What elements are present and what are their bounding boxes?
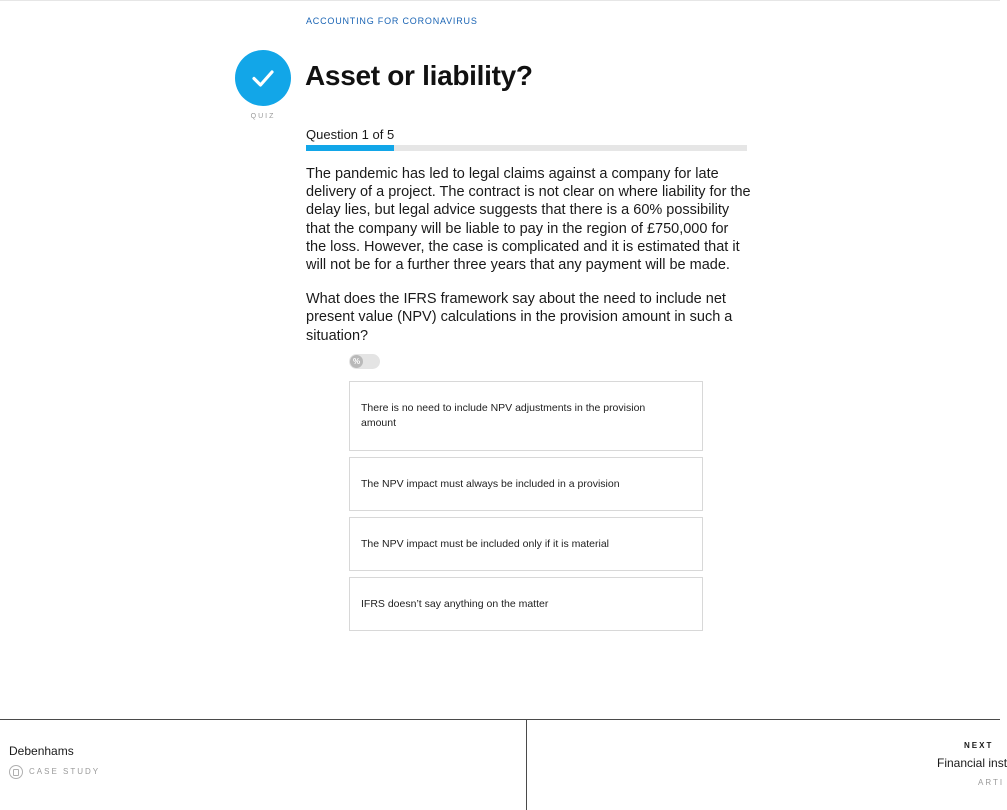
question-scenario: The pandemic has led to legal claims against a company for late delivery of a project. The contract is not clear on where liability for the delay lies, but legal advice suggests that there is a 60% possibility that the company will be liable to pay in the region of £750,000 for the loss. However, the case is complicated and it is estimated that it will not be for a further three years that any payment will be made. [306, 166, 751, 274]
answer-option-1[interactable] [349, 381, 703, 451]
next-article-type: ARTI [978, 778, 1005, 787]
percent-icon: % [350, 355, 363, 368]
answer-options [349, 381, 703, 637]
checkmark-icon [250, 65, 276, 91]
question-counter: Question 1 of 5 [306, 127, 395, 142]
percentage-toggle[interactable] [349, 354, 380, 369]
category-label[interactable]: ACCOUNTING FOR CORONAVIRUS [306, 16, 478, 26]
question-body [306, 165, 752, 361]
previous-article-type: CASE STUDY [29, 767, 101, 776]
question-prompt: What does the IFRS framework say about the need to include net present value (NPV) calculations in the provision amount in such a situation? [306, 291, 733, 344]
quiz-badge-label: QUIZ [250, 113, 276, 120]
footer-column-divider [526, 719, 527, 810]
next-article-title[interactable]: Financial inst [937, 756, 1007, 770]
progress-bar-fill [306, 145, 394, 151]
answer-option-4[interactable] [349, 577, 703, 631]
top-divider [0, 0, 1000, 1]
next-article-label: NEXT [964, 741, 994, 750]
answer-option-2[interactable] [349, 457, 703, 511]
previous-article-title[interactable]: Debenhams [9, 744, 74, 758]
answer-option-label: The NPV impact must always be included in a provision [361, 477, 620, 490]
answer-option-label: The NPV impact must be included only if it is material [361, 537, 610, 550]
document-icon [9, 765, 23, 779]
footer-divider [0, 719, 1000, 720]
progress-bar [306, 145, 747, 151]
page-title: Asset or liability? [305, 60, 533, 91]
answer-option-label: IFRS doesn’t say anything on the matter [361, 597, 549, 610]
answer-option-label: There is no need to include NPV adjustments in the provision amount [361, 402, 646, 429]
answer-option-3[interactable] [349, 517, 703, 571]
quiz-badge [235, 50, 291, 106]
